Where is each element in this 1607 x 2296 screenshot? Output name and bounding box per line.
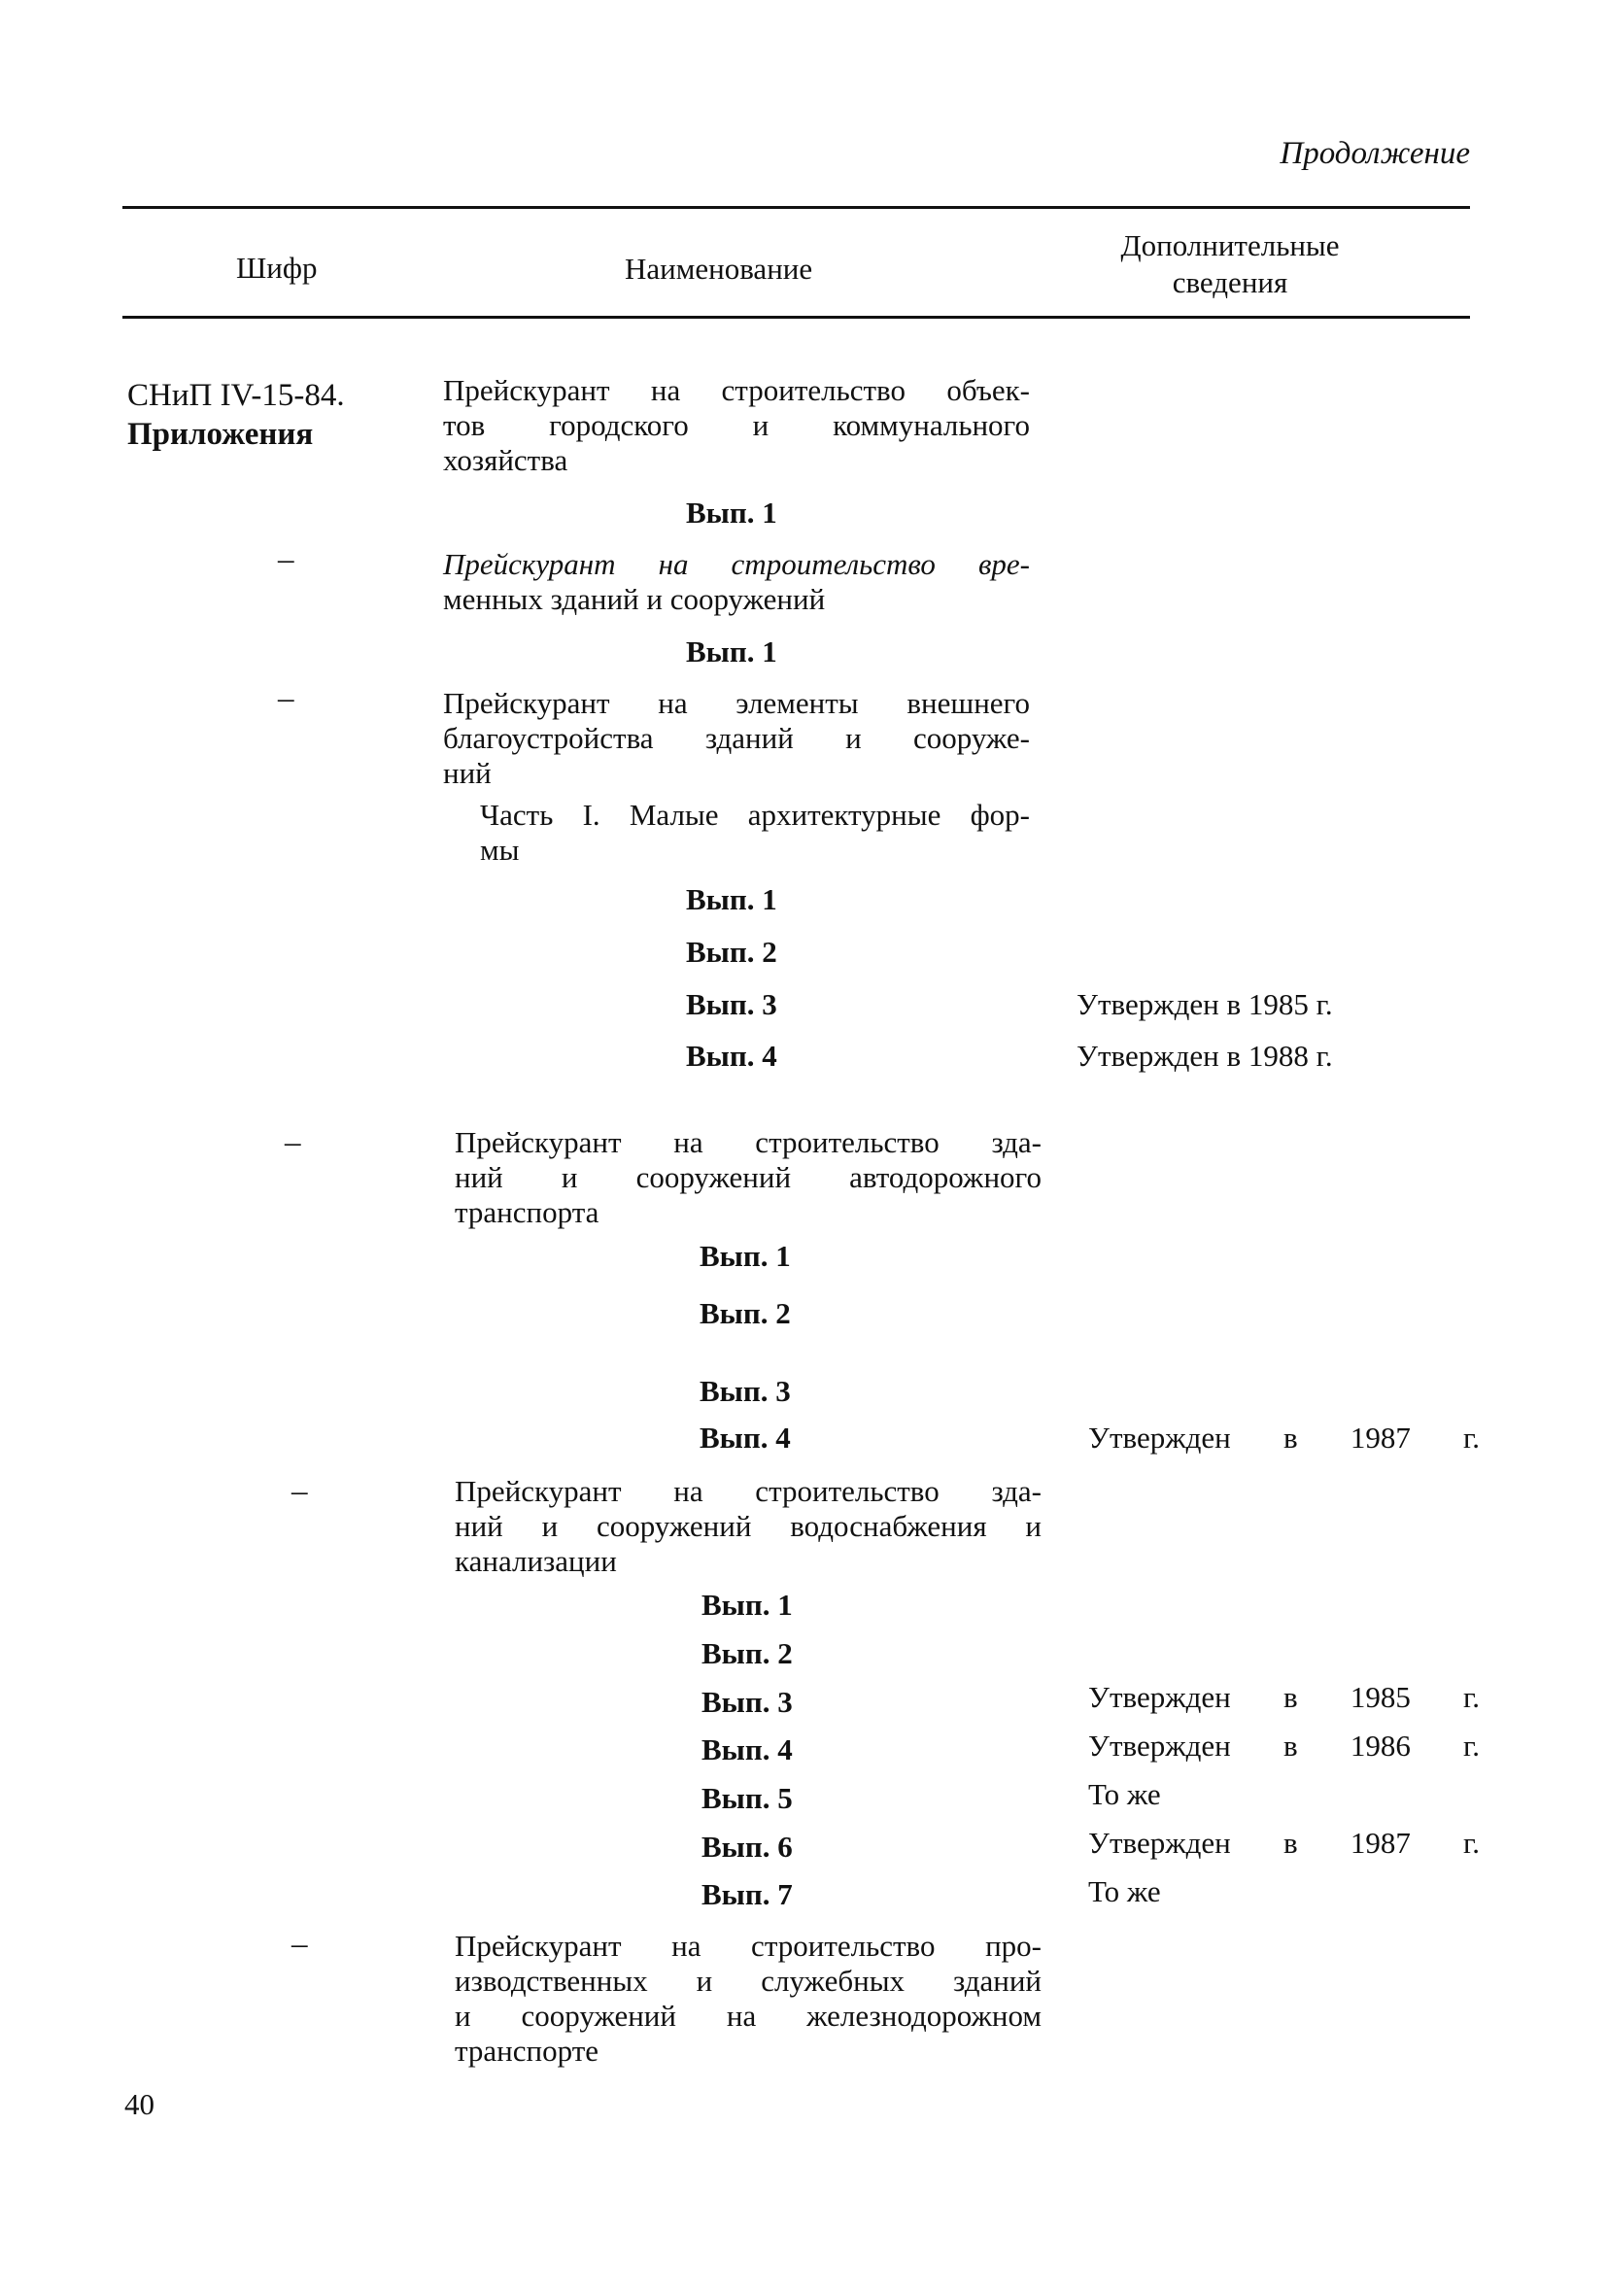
note-word: Утвержден bbox=[1088, 1826, 1231, 1860]
title-line: транспорте bbox=[455, 2034, 599, 2068]
section-5-issue-5: Вып. 5 bbox=[701, 1781, 793, 1815]
section-5-issue-1: Вып. 1 bbox=[701, 1588, 793, 1622]
title-line: тов городского и коммунального bbox=[443, 408, 1030, 442]
column-header-code: Шифр bbox=[236, 251, 318, 285]
section-4-issue-2: Вып. 2 bbox=[700, 1296, 791, 1330]
section-2-dash: – bbox=[278, 542, 294, 577]
title-line: Прейскурант на строительство зда- bbox=[455, 1125, 1042, 1159]
note-word: г. bbox=[1463, 1826, 1480, 1860]
title-line: транспорта bbox=[455, 1195, 599, 1229]
section-1-issue-1: Вып. 1 bbox=[686, 496, 777, 530]
section-3-issue-1: Вып. 1 bbox=[686, 882, 777, 916]
title-line: ний и сооружений автодорожного bbox=[455, 1160, 1042, 1194]
section-5-issue-6: Вып. 6 bbox=[701, 1830, 793, 1864]
document-code-line1: СНиП IV-15-84. bbox=[127, 378, 345, 413]
section-3-title bbox=[443, 686, 1030, 791]
section-5-issue-7-note: То же bbox=[1088, 1874, 1161, 1908]
document-code-line2: Приложения bbox=[127, 417, 314, 452]
note-word: г. bbox=[1463, 1729, 1480, 1763]
column-header-name: Наименование bbox=[625, 252, 813, 286]
section-6-dash: – bbox=[291, 1927, 308, 1962]
note-word: 1987 bbox=[1350, 1826, 1411, 1860]
note-text bbox=[1088, 1826, 1480, 1861]
section-4-dash: – bbox=[285, 1125, 301, 1160]
section-5-issue-4: Вып. 4 bbox=[701, 1732, 793, 1766]
section-3-subtitle bbox=[480, 798, 1030, 868]
note-word: 1987 bbox=[1350, 1421, 1411, 1455]
note-word: г. bbox=[1463, 1680, 1480, 1714]
subtitle-line: мы bbox=[480, 833, 520, 867]
note-text bbox=[1088, 1680, 1480, 1715]
section-3-issue-4: Вып. 4 bbox=[686, 1039, 777, 1073]
column-header-extra bbox=[1078, 227, 1382, 301]
title-line: и сооружений на железнодорожном bbox=[455, 1999, 1042, 2033]
section-5-issue-7: Вып. 7 bbox=[701, 1877, 793, 1911]
section-5-issue-2: Вып. 2 bbox=[701, 1636, 793, 1670]
note-word: в bbox=[1282, 1680, 1298, 1714]
section-3-issue-4-note: Утвержден в 1988 г. bbox=[1077, 1039, 1333, 1073]
column-header-extra-line2: сведения bbox=[1172, 265, 1288, 299]
section-4-issue-4-note bbox=[1088, 1421, 1480, 1456]
note-word: г. bbox=[1463, 1421, 1480, 1455]
note-word: Утвержден bbox=[1088, 1729, 1231, 1763]
page-number: 40 bbox=[124, 2087, 154, 2121]
continuation-label: Продолжение bbox=[1280, 136, 1470, 171]
note-word: в bbox=[1282, 1729, 1298, 1763]
section-5-dash: – bbox=[291, 1474, 308, 1509]
section-5-issue-4-note bbox=[1088, 1729, 1480, 1764]
note-word: Утвержден bbox=[1088, 1421, 1231, 1455]
title-line: менных зданий и сооружений bbox=[443, 582, 826, 616]
title-line: ний bbox=[443, 756, 492, 790]
title-line: канализации bbox=[455, 1544, 617, 1578]
subtitle-line: Часть I. Малые архитектурные фор- bbox=[480, 798, 1030, 832]
note-word: 1986 bbox=[1350, 1729, 1411, 1763]
title-line: Прейскурант на строительство объек- bbox=[443, 373, 1030, 407]
title-line: изводственных и служебных зданий bbox=[455, 1964, 1042, 1998]
section-5-issue-5-note: То же bbox=[1088, 1777, 1161, 1811]
section-3-issue-3-note: Утвержден в 1985 г. bbox=[1077, 987, 1333, 1021]
title-line: Прейскурант на строительство зда- bbox=[455, 1474, 1042, 1508]
section-4-title bbox=[455, 1125, 1042, 1230]
note-text bbox=[1088, 1729, 1480, 1764]
title-line: Прейскурант на элементы внешнего bbox=[443, 686, 1030, 720]
title-line: Прейскурант на строительство про- bbox=[455, 1929, 1042, 1963]
note-word: Утвержден bbox=[1088, 1680, 1231, 1714]
document-code bbox=[127, 376, 345, 454]
note-word: в bbox=[1282, 1826, 1298, 1860]
section-5-issue-3: Вып. 3 bbox=[701, 1685, 793, 1719]
section-5-issue-3-note bbox=[1088, 1680, 1480, 1715]
section-4-issue-4: Вып. 4 bbox=[700, 1421, 791, 1455]
column-header-extra-line1: Дополнительные bbox=[1120, 228, 1340, 262]
section-1-title bbox=[443, 373, 1030, 478]
section-2-issue-1: Вып. 1 bbox=[686, 634, 777, 668]
section-2-title bbox=[443, 547, 1030, 617]
section-4-issue-1: Вып. 1 bbox=[700, 1239, 791, 1273]
note-word: 1985 bbox=[1350, 1680, 1411, 1714]
table-top-rule bbox=[122, 206, 1470, 209]
title-line: ний и сооружений водоснабжения и bbox=[455, 1509, 1042, 1543]
section-5-title bbox=[455, 1474, 1042, 1579]
section-6-title bbox=[455, 1929, 1042, 2069]
section-3-dash: – bbox=[278, 681, 294, 716]
section-5-issue-6-note bbox=[1088, 1826, 1480, 1861]
section-3-issue-3: Вып. 3 bbox=[686, 987, 777, 1021]
table-header-rule bbox=[122, 316, 1470, 319]
section-4-issue-3: Вып. 3 bbox=[700, 1374, 791, 1408]
title-line: хозяйства bbox=[443, 443, 568, 477]
section-3-issue-2: Вып. 2 bbox=[686, 935, 777, 969]
title-line: благоустройства зданий и сооруже- bbox=[443, 721, 1030, 755]
note-word: в bbox=[1282, 1421, 1298, 1455]
note-text bbox=[1088, 1421, 1480, 1456]
title-line: Прейскурант на строительство вре- bbox=[443, 547, 1030, 581]
